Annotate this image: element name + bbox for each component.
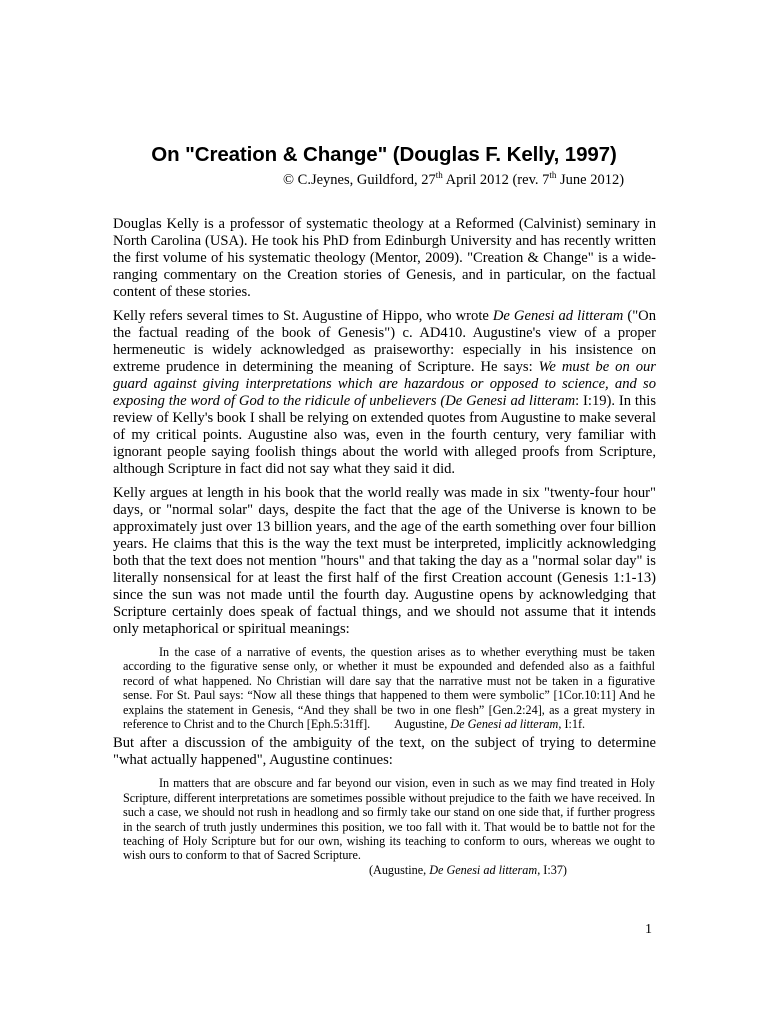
block-quote-1 — [123, 645, 655, 731]
paragraph-4: But after a discussion of the ambiguity of the text, on the subject of trying to determine "what actually happened", Augustine continues: — [113, 735, 656, 769]
block-quote-1-cite-author: Augustine, — [394, 717, 451, 732]
block-quote-1-cite-work: De Genesi ad litteram — [450, 717, 559, 732]
paragraph-2-b: ("On the factual reading of the book of Genesis") c. AD410. Augustine's view of a proper hermeneutic is widely acknowledged as praiseworthy: especially in his insistence on extreme prudence in determining the meaning of Scripture. He says: — [113, 308, 657, 375]
block-quote-2-cite-work: De Genesi ad litteram — [429, 862, 538, 877]
block-quote-1-text — [123, 645, 655, 731]
byline-prefix: © C.Jeynes, Guildford, 27 — [283, 172, 436, 188]
block-quote-1-citation — [394, 717, 585, 731]
block-quote-2-cite-author: (Augustine, — [368, 862, 430, 877]
byline-sup-2: th — [549, 170, 557, 180]
block-quote-2 — [123, 776, 655, 877]
paragraph-2-b-italic: We must be on our guard against giving interpretations which are hazardous or opposed to science, and so exposing the word of God to the ridicule of unbelievers (De Genesi ad litteram — [113, 359, 656, 409]
paragraph-2-c: : I:19). In this review of Kelly's book I shall be relying on extended quotes from Augustine to make several of my critical points. Augustine also was, even in the fourth century, very familiar with ignorant people saying foolish things about the world with alleged proofs from Scripture, although Scripture in fact did not say what they said it did. — [113, 393, 656, 477]
paragraph-1: Douglas Kelly is a professor of systematic theology at a Reformed (Calvinist) seminary in North Carolina (USA). He took his PhD from Edinburgh University and has recently written the first volume of his systematic theology (Mentor, 2009). "Creation & Change" is a wide-ranging commentary on the Creation stories of Genesis, and in particular, on the factual content of these stories. — [113, 216, 656, 300]
document-body — [113, 216, 656, 881]
byline-mid: April 2012 (rev. 7 — [442, 172, 550, 188]
block-quote-1-cite-ref: , I:1f. — [558, 717, 586, 732]
block-quote-2-cite-ref: , I:37) — [537, 862, 567, 877]
page-number: 1 — [645, 922, 652, 937]
paragraph-2 — [113, 308, 656, 478]
block-quote-2-text: In matters that are obscure and far beyond our vision, even in such as we may find treated in Holy Scripture, different interpretations are sometimes possible without prejudice to the faith we have received. In such a case, we should not rush in headlong and so firmly take our stand on one side that, if further progress in the search of truth justly undermines this position, we too fall with it. That would be to battle not for the teaching of Holy Scripture but for our own, wishing its teaching to conform to ours, whereas we ought to wish ours to conform to that of Sacred Scripture. — [123, 776, 655, 863]
block-quote-2-citation — [123, 863, 655, 877]
paragraph-2-a-italic: De Genesi ad litteram — [492, 308, 624, 324]
byline-suffix: June 2012) — [556, 172, 625, 188]
block-quote-1-body: In the case of a narrative of events, the question arises as to whether everything must be taken according to the figurative sense only, or whether it must be expounded and defended also as a faithful record of what happened. No Christian will dare say that the narrative must not be taken in a figurative sense. For St. Paul says: “Now all these things that happened to them were symbolic” [1Cor.10:11] And he explains the statement in Genesis, “And they shall be two in one flesh” [Gen.2:24], as a great mystery in reference to Christ and to the Church [Eph.5:31ff]. — [123, 645, 655, 732]
byline-sup-1: th — [435, 170, 443, 180]
document-title: On "Creation & Change" (Douglas F. Kelly, 1997) — [151, 143, 617, 166]
paragraph-2-a: Kelly refers several times to St. Augustine of Hippo, who wrote — [113, 308, 493, 324]
paragraph-3: Kelly argues at length in his book that the world really was made in six "twenty-four hour" days, or "normal solar" days, despite the fact that the age of the Universe is known to be approximately just over 13 billion years, and the age of the earth something over four billion years. He claims that this is the way the text must be interpreted, implicitly acknowledging both that the text does not mention "hours" and that taking the day as a "normal solar day" is literally nonsensical for at least the first half of the first Creation account (Genesis 1:1-13) since the sun was not made until the fourth day. Augustine opens by acknowledging that Scripture certainly does speak of factual things, and we should not assume that it intends only metaphorical or spiritual meanings: — [113, 485, 656, 637]
